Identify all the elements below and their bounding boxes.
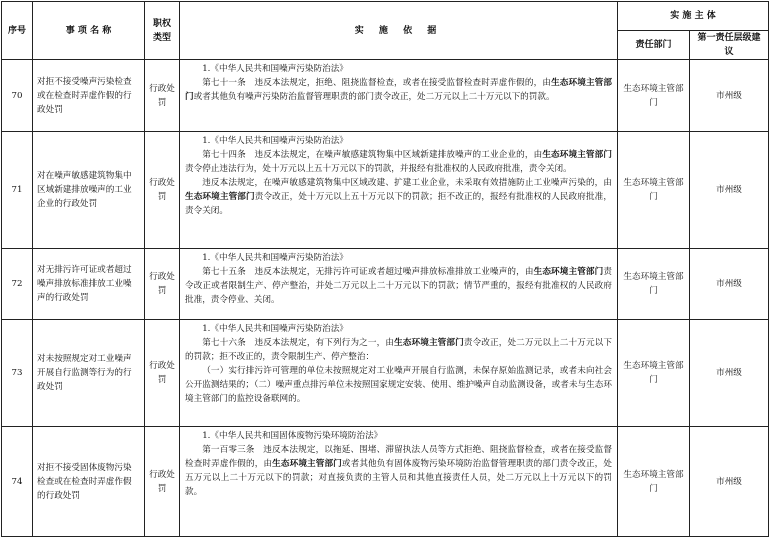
table-body xyxy=(2,60,769,537)
table-row xyxy=(2,427,769,537)
law-clause xyxy=(185,148,612,176)
clause-text: 第七十六条 违反本法规定，有下列行为之一，由 xyxy=(202,338,395,348)
enforcement-table xyxy=(1,1,769,537)
emphasis-text: 生态环境主管部门 xyxy=(542,150,612,160)
clause-text: 责令改正或者限制生产、停产整治，并处二万元以上二十万元以下的罚款；情节严重的，报经有批准权的人民政府批准，责令停业、关闭。 xyxy=(185,267,612,305)
law-title xyxy=(185,62,612,76)
legal-basis xyxy=(180,427,618,537)
law-title xyxy=(185,134,612,148)
power-type: 行政处罚 xyxy=(145,132,180,249)
header-no: 序号 xyxy=(2,2,33,60)
clause-text: 第七十一条 违反本法规定，拒绝、阻挠监督检查，或者在接受监督检查时弄虚作假的，由 xyxy=(202,78,552,88)
clause-text: 责令改正，处十万元以上五十万元以下的罚款；拒不改正的，报经有批准权的人民政府批准，责令关闭。 xyxy=(185,192,612,216)
law-clause xyxy=(185,336,612,364)
row-number: 74 xyxy=(2,427,33,537)
responsible-dept: 生态环境主管部门 xyxy=(618,132,690,249)
clause-text: 1.《中华人民共和国噪声污染防治法》 xyxy=(202,324,348,334)
row-number: 73 xyxy=(2,320,33,427)
legal-basis xyxy=(180,249,618,320)
clause-text: 1.《中华人民共和国噪声污染防治法》 xyxy=(202,253,348,263)
header-basis: 实 施 依 据 xyxy=(180,2,618,60)
row-number: 71 xyxy=(2,132,33,249)
table-row xyxy=(2,249,769,320)
item-name: 对无排污许可证或者超过噪声排放标准排放工业噪声的行政处罚 xyxy=(33,249,145,320)
emphasis-text: 生态环境主管部门 xyxy=(185,78,612,102)
responsibility-level: 市州级 xyxy=(690,60,769,132)
law-title xyxy=(185,251,612,265)
legal-basis xyxy=(180,60,618,132)
header-level: 第一责任层级建议 xyxy=(690,31,769,60)
responsibility-level: 市州级 xyxy=(690,132,769,249)
law-clause xyxy=(185,443,612,499)
law-title xyxy=(185,322,612,336)
power-type: 行政处罚 xyxy=(145,320,180,427)
header-subject: 实 施 主 体 xyxy=(618,2,769,31)
row-number: 72 xyxy=(2,249,33,320)
responsible-dept: 生态环境主管部门 xyxy=(618,320,690,427)
law-clause xyxy=(185,176,612,218)
emphasis-text: 生态环境主管部门 xyxy=(185,192,255,202)
responsibility-level: 市州级 xyxy=(690,249,769,320)
power-type: 行政处罚 xyxy=(145,249,180,320)
clause-text: 第七十四条 违反本法规定，在噪声敏感建筑物集中区域新建排放噪声的工业企业的，由 xyxy=(202,150,543,160)
clause-text: 1.《中华人民共和国噪声污染防治法》 xyxy=(202,64,348,74)
clause-text: 第一百零三条 违反本法规定，以拖延、围堵、滞留执法人员等方式拒绝、阻挠监督检查，或者在接受监督检查时弄虚作假的，由 xyxy=(185,445,612,469)
responsible-dept: 生态环境主管部门 xyxy=(618,249,690,320)
law-clause xyxy=(185,265,612,307)
row-number: 70 xyxy=(2,60,33,132)
clause-text: 1.《中华人民共和国固体废物污染环境防治法》 xyxy=(202,431,383,441)
law-clause xyxy=(185,364,612,406)
law-clause xyxy=(185,76,612,104)
header-dept: 责任部门 xyxy=(618,31,690,60)
clause-text: 第七十五条 违反本法规定，无排污许可证或者超过噪声排放标准排放工业噪声的，由 xyxy=(202,267,534,277)
clause-text: 责令改正，处二万元以上二十万元以下的罚款；拒不改正的，责令限制生产、停产整治： xyxy=(185,338,612,362)
clause-text: 责令停止违法行为，处十万元以上五十万元以下的罚款，并报经有批准权的人民政府批准，责令关闭。 xyxy=(185,164,572,174)
law-title xyxy=(185,429,612,443)
item-name: 对未按照规定对工业噪声开展自行监测等行为的行政处罚 xyxy=(33,320,145,427)
item-name: 对在噪声敏感建筑物集中区域新建排放噪声的工业企业的行政处罚 xyxy=(33,132,145,249)
legal-basis xyxy=(180,132,618,249)
clause-text: （一）实行排污许可管理的单位未按照规定对工业噪声开展自行监测，未保存原始监测记录，或者未向社会公开监测结果的；（二）噪声重点排污单位未按照国家规定安装、使用、维护噪声自动监测设备，或者未与生态环境主管部门的监控设备联网的。 xyxy=(185,366,612,404)
responsibility-level: 市州级 xyxy=(690,427,769,537)
clause-text: 1.《中华人民共和国噪声污染防治法》 xyxy=(202,136,348,146)
table-row xyxy=(2,132,769,249)
table-row xyxy=(2,320,769,427)
emphasis-text: 生态环境主管部门 xyxy=(533,267,604,277)
responsible-dept: 生态环境主管部门 xyxy=(618,427,690,537)
item-name: 对拒不接受噪声污染检查或在检查时弄虚作假的行政处罚 xyxy=(33,60,145,132)
clause-text: 违反本法规定，在噪声敏感建筑物集中区域改建、扩建工业企业，未采取有效措施防止工业噪声污染的，由 xyxy=(202,178,612,188)
emphasis-text: 生态环境主管部门 xyxy=(272,459,342,469)
power-type: 行政处罚 xyxy=(145,60,180,132)
item-name: 对拒不接受固体废物污染检查或在检查时弄虚作假的行政处罚 xyxy=(33,427,145,537)
clause-text: 或者其他负有固体废物污染环境防治监督管理职责的部门责令改正，处五万元以上二十万元以下的罚款；对直接负责的主管人员和其他直接责任人员，处二万元以上十万元以下的罚款。 xyxy=(185,459,612,497)
responsible-dept: 生态环境主管部门 xyxy=(618,60,690,132)
header-type: 职权类型 xyxy=(145,2,180,60)
responsibility-level: 市州级 xyxy=(690,320,769,427)
clause-text: 或者其他负有噪声污染防治监督管理职责的部门责令改正，处二万元以上二十万元以下的罚款。 xyxy=(193,92,555,102)
legal-basis xyxy=(180,320,618,427)
table-row xyxy=(2,60,769,132)
emphasis-text: 生态环境主管部门 xyxy=(394,338,464,348)
power-type: 行政处罚 xyxy=(145,427,180,537)
header-item: 事 项 名 称 xyxy=(33,2,145,60)
